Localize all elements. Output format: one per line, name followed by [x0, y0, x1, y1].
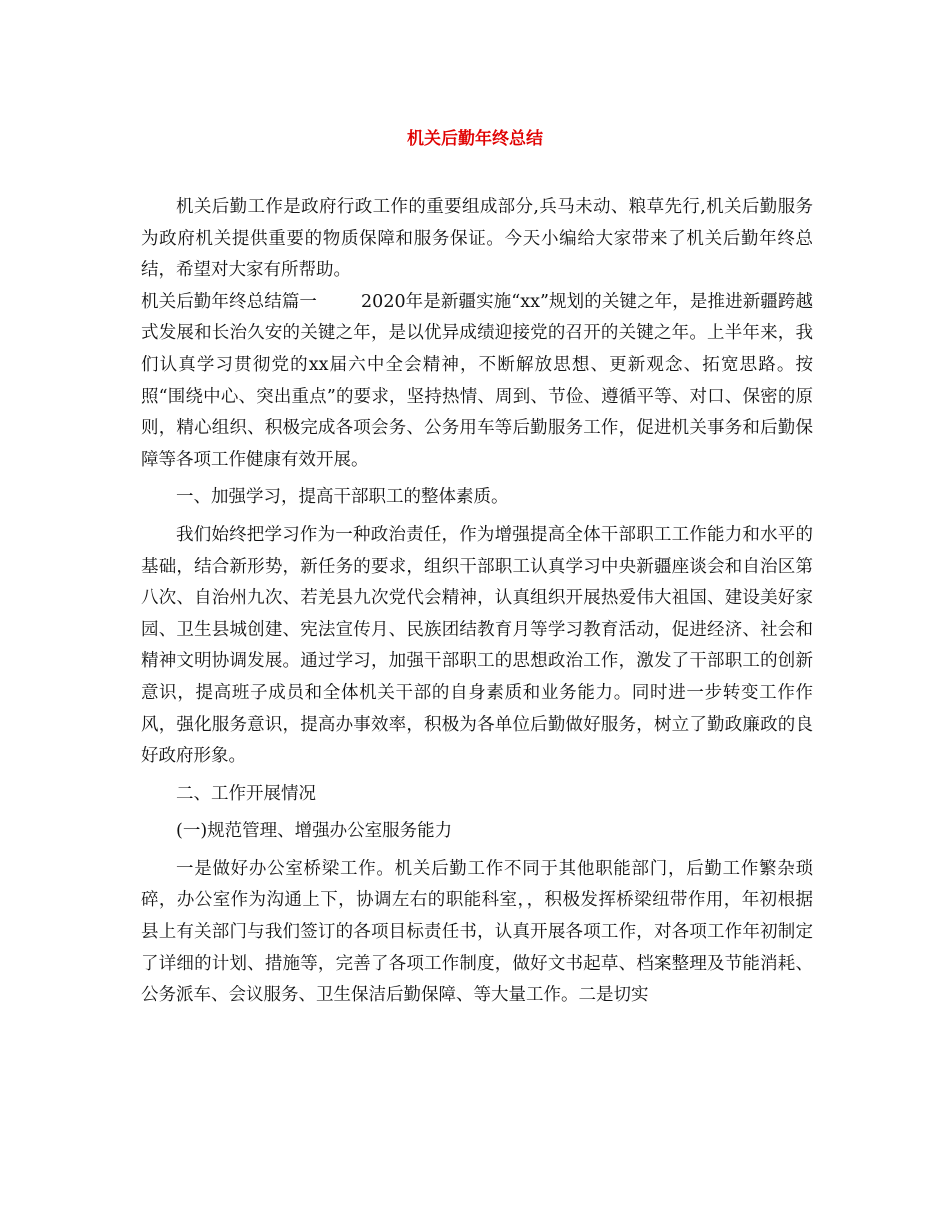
- section-one-body: 2020年是新疆实施“xx”规划的关键之年，是推进新疆跨越式发展和长治久安的关键之年，是以优异成绩迎接党的召开的关键之年。上半年来，我们认真学习贯彻党的xx届六中全会精神，不断解放思想、更新观念、拓宽思路。按照“围绕中心、突出重点”的要求，坚持热情、周到、节俭、遵循平等、对口、保密的原则，精心组织、积极完成各项会务、公务用车等后勤服务工作，促进机关事务和后勤保障等各项工作健康有效开展。: [141, 291, 814, 470]
- intro-paragraph: 机关后勤工作是政府行政工作的重要组成部分,兵马未动、粮草先行,机关后勤服务为政府机关提供重要的物质保障和服务保证。今天小编给大家带来了机关后勤年终总结，希望对大家有所帮助。: [141, 197, 813, 281]
- heading-work-progress: 二、工作开展情况: [176, 783, 316, 804]
- section-one-paragraph: [141, 287, 813, 477]
- document-title: 机关后勤年终总结: [407, 129, 543, 149]
- section-one-heading: 机关后勤年终总结篇一: [141, 291, 318, 312]
- heading-strengthen-study: 一、加强学习，提高干部职工的整体素质。: [176, 487, 509, 508]
- document-body: [141, 192, 813, 1012]
- office-paragraph: 一是做好办公室桥梁工作。机关后勤工作不同于其他职能部门，后勤工作繁杂琐碎，办公室作为沟通上下，协调左右的职能科室，，积极发挥桥梁纽带作用，年初根据县上有关部门与我们签订的各项目标责任书，认真开展各项工作，对各项工作年初制定了详细的计划、措施等，完善了各项工作制度，做好文书起草、档案整理及节能消耗、公务派车、会议服务、卫生保洁后勤保障、等大量工作。二是切实: [141, 858, 813, 1006]
- study-paragraph: 我们始终把学习作为一种政治责任，作为增强提高全体干部职工工作能力和水平的基础，结合新形势，新任务的要求，组织干部职工认真学习中央新疆座谈会和自治区第八次、自治州九次、若羌县九次党代会精神，认真组织开展热爱伟大祖国、建设美好家园、卫生县城创建、宪法宣传月、民族团结教育月等学习教育活动，促进经济、社会和精神文明协调发展。通过学习，加强干部职工的思想政治工作，激发了干部职工的创新意识，提高班子成员和全体机关干部的自身素质和业务能力。同时进一步转变工作作风，强化服务意识，提高办事效率，积极为各单位后勤做好服务，树立了勤政廉政的良好政府形象。: [141, 524, 813, 767]
- heading-office-management: (一)规范管理、增强办公室服务能力: [176, 821, 453, 842]
